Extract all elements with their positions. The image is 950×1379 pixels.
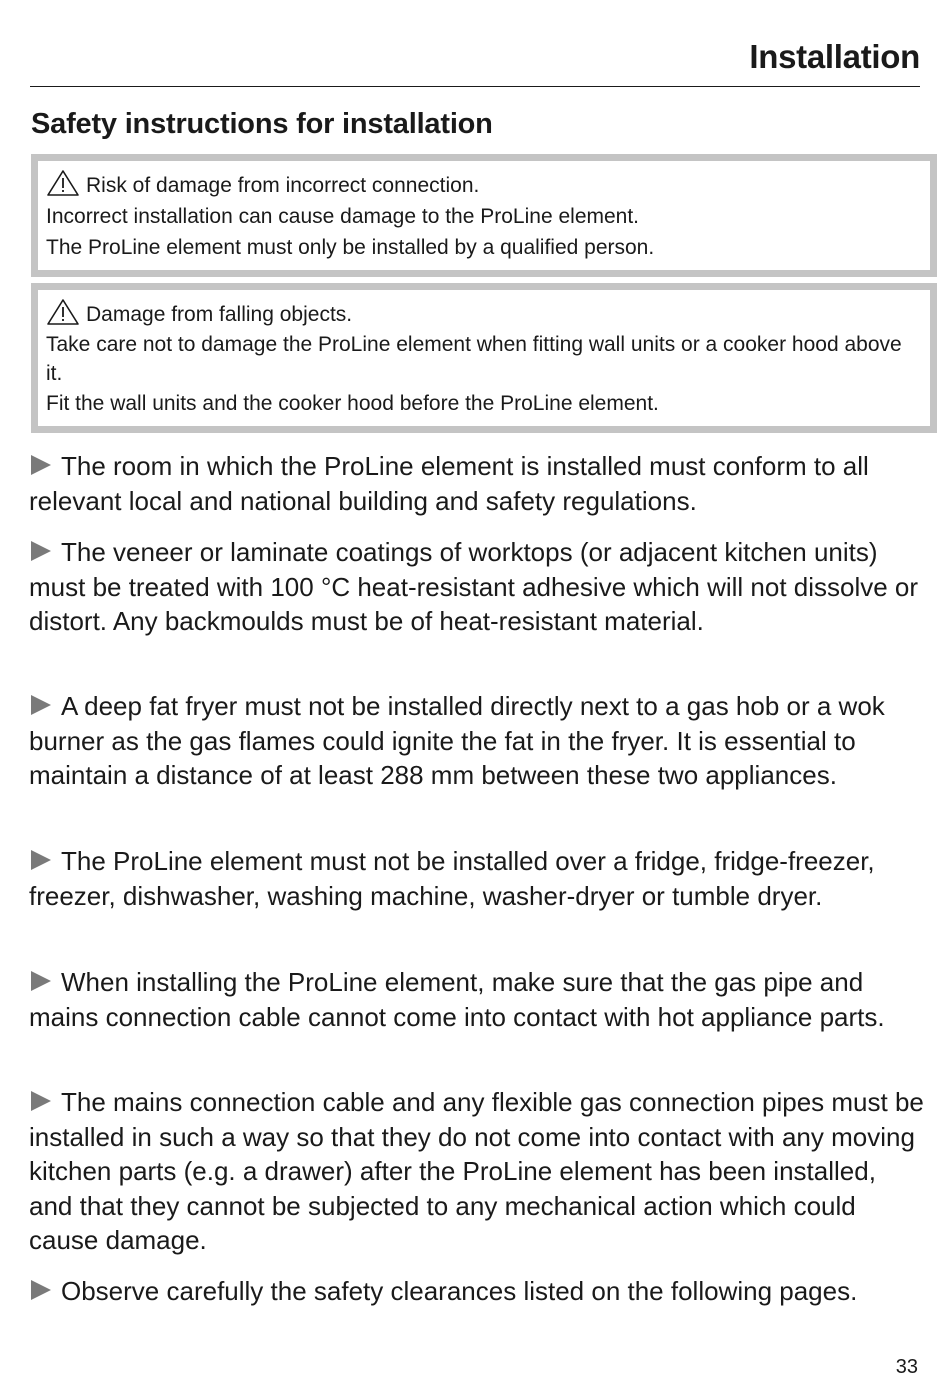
- warning-box-falling-objects: [31, 283, 937, 433]
- page-header: [30, 38, 920, 87]
- bullet-triangle-icon: [29, 1089, 53, 1113]
- page-number: 33: [895, 1356, 918, 1378]
- warning-box-incorrect-connection: [31, 154, 937, 277]
- section-title: Safety instructions for installation: [31, 108, 493, 140]
- warning-heading-row: [46, 298, 922, 330]
- instruction-text: When installing the ProLine element, make sure that the gas pipe and mains connection cable cannot come into contact with hot appliance parts.: [29, 967, 885, 1032]
- instruction-item: [29, 965, 925, 1034]
- warning-heading: Risk of damage from incorrect connection.: [86, 174, 480, 197]
- instruction-item: [29, 1085, 925, 1258]
- instruction-item: [29, 449, 925, 518]
- instruction-text: The ProLine element must not be installed over a fridge, fridge-freezer, freezer, dishwasher, washing machine, washer-dryer or tumble dryer.: [29, 846, 875, 911]
- chapter-title: Installation: [749, 38, 920, 75]
- bullet-triangle-icon: [29, 693, 53, 717]
- bullet-triangle-icon: [29, 848, 53, 872]
- bullet-triangle-icon: [29, 1278, 53, 1302]
- warning-line: Fit the wall units and the cooker hood before the ProLine element.: [46, 392, 659, 415]
- bullet-triangle-icon: [29, 969, 53, 993]
- warning-heading-row: [46, 169, 922, 201]
- instruction-item: [29, 689, 925, 793]
- instruction-text: The veneer or laminate coatings of worktops (or adjacent kitchen units) must be treated with 100 °C heat-resistant adhesive which will not dissolve or distort. Any backmoulds must be of heat-resistant material.: [29, 537, 919, 636]
- bullet-triangle-icon: [29, 453, 53, 477]
- warning-line: Take care not to damage the ProLine element when fitting wall units or a cooker hood above it.: [46, 333, 902, 385]
- instruction-text: A deep fat fryer must not be installed directly next to a gas hob or a wok burner as the gas flames could ignite the fat in the fryer. It is essential to maintain a distance of at least 288 mm between these two appliances.: [29, 691, 885, 790]
- warning-triangle-icon: [46, 298, 80, 326]
- bullet-triangle-icon: [29, 539, 53, 563]
- instruction-text: The mains connection cable and any flexible gas connection pipes must be installed in such a way so that they do not come into contact with any moving kitchen parts (e.g. a drawer) after the ProLine element has been installed, and that they cannot be subjected to any mechanical action which could cause damage.: [29, 1087, 924, 1255]
- warning-triangle-icon: [46, 169, 80, 197]
- warning-line: Incorrect installation can cause damage to the ProLine element.: [46, 205, 640, 228]
- instruction-text: Observe carefully the safety clearances listed on the following pages.: [61, 1276, 858, 1306]
- instruction-item: [29, 535, 925, 639]
- warning-heading: Damage from falling objects.: [86, 303, 353, 326]
- instruction-text: The room in which the ProLine element is installed must conform to all relevant local and national building and safety regulations.: [29, 451, 869, 516]
- warning-line: The ProLine element must only be installed by a qualified person.: [46, 236, 655, 259]
- instruction-item: [29, 1274, 925, 1309]
- instruction-item: [29, 844, 925, 913]
